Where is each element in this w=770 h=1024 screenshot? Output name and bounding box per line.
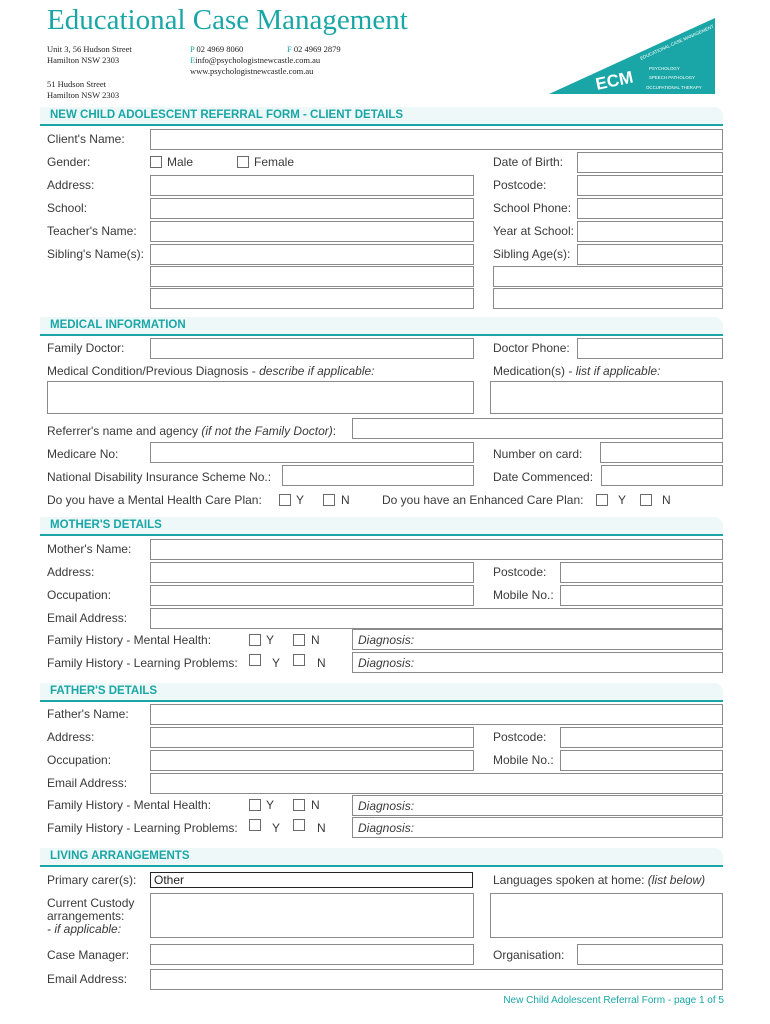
languages-text: Languages spoken at home: [493, 873, 648, 887]
father-postcode-input[interactable] [560, 727, 723, 748]
father-mobile-input[interactable] [560, 750, 723, 771]
address-primary-line1: Unit 3, 56 Hudson Street [47, 44, 132, 54]
medical-condition-hint: describe if applicable: [259, 364, 375, 378]
address-secondary-line2: Hamilton NSW 2303 [47, 90, 120, 100]
father-fh-mental-yes-label: Y [266, 798, 275, 812]
medication-text: Medication(s) - [493, 364, 576, 378]
case-manager-email-input[interactable] [150, 969, 723, 990]
contact-website: www.psychologistnewcastle.com.au [190, 66, 314, 76]
organisation-label: Organisation: [493, 948, 565, 962]
languages-input[interactable] [490, 893, 723, 938]
father-fh-learning-diagnosis-input[interactable] [352, 817, 723, 838]
mother-mobile-label: Mobile No.: [493, 588, 554, 602]
primary-carer-value: Other [154, 873, 185, 887]
section-medical-heading: MEDICAL INFORMATION [50, 319, 186, 331]
doctor-phone-input[interactable] [577, 338, 723, 359]
phone-prefix: P [190, 44, 195, 54]
mhcp-no-label: N [341, 493, 350, 507]
client-name-input[interactable] [150, 129, 723, 150]
father-postcode-label: Postcode: [493, 730, 547, 744]
custody-input[interactable] [150, 893, 474, 938]
father-fh-learning-yes-label: Y [272, 821, 281, 835]
school-phone-input[interactable] [577, 198, 723, 219]
contact-email [190, 55, 320, 66]
date-commenced-input[interactable] [601, 465, 723, 486]
year-input[interactable] [577, 221, 723, 242]
medication-label [493, 364, 660, 378]
father-occupation-label: Occupation: [47, 753, 112, 767]
mother-fh-learning-no-checkbox[interactable] [293, 654, 305, 666]
client-address-input[interactable] [150, 175, 474, 196]
logo-service-1: SPEECH PATHOLOGY [649, 75, 695, 80]
mother-postcode-input[interactable] [560, 562, 723, 583]
mother-fh-learning-label: Family History - Learning Problems: [47, 656, 238, 670]
case-manager-email-label: Email Address: [47, 972, 128, 986]
number-on-card-input[interactable] [600, 442, 723, 463]
mother-fh-learning-yes-checkbox[interactable] [249, 654, 261, 666]
mother-fh-learning-yes-label: Y [272, 656, 281, 670]
dob-label: Date of Birth: [493, 155, 564, 169]
father-fh-mental-diagnosis-label: Diagnosis: [358, 799, 415, 813]
mother-fh-mental-no-checkbox[interactable] [293, 634, 305, 646]
logo-ecm-text: ECM [593, 67, 635, 94]
medical-condition-label [47, 364, 375, 378]
sibling-name-input-3[interactable] [150, 288, 474, 309]
mother-name-input[interactable] [150, 539, 723, 560]
father-fh-mental-no-label: N [311, 798, 320, 812]
sibling-names-label: Sibling's Name(s): [47, 247, 144, 261]
section-medical [40, 317, 723, 336]
section-client-heading: NEW CHILD ADOLESCENT REFERRAL FORM - CLIENT DETAILS [50, 109, 404, 121]
logo-service-2: OCCUPATIONAL THERAPY [646, 85, 702, 90]
father-fh-mental-no-checkbox[interactable] [293, 799, 305, 811]
mother-occupation-label: Occupation: [47, 588, 112, 602]
primary-carer-label: Primary carer(s): [47, 873, 137, 887]
school-label: School: [47, 201, 88, 215]
section-living [40, 848, 723, 867]
mother-fh-mental-no-label: N [311, 633, 320, 647]
father-email-input[interactable] [150, 773, 723, 794]
father-occupation-input[interactable] [150, 750, 474, 771]
case-manager-input[interactable] [150, 944, 474, 965]
sibling-ages-label: Sibling Age(s): [493, 247, 571, 261]
father-fh-learning-diagnosis-label: Diagnosis: [358, 821, 415, 835]
mhcp-no-checkbox[interactable] [323, 494, 335, 506]
organisation-input[interactable] [577, 944, 723, 965]
mother-address-input[interactable] [150, 562, 474, 583]
father-fh-mental-yes-checkbox[interactable] [249, 799, 261, 811]
languages-hint: (list below) [647, 873, 706, 887]
doctor-phone-label: Doctor Phone: [493, 341, 570, 355]
phone-number: 02 4969 8060 [196, 44, 244, 54]
teacher-input[interactable] [150, 221, 474, 242]
client-postcode-input[interactable] [577, 175, 723, 196]
medical-condition-text: Medical Condition/Previous Diagnosis - [47, 364, 260, 378]
family-doctor-input[interactable] [150, 338, 474, 359]
father-fh-mental-diagnosis-input[interactable] [352, 795, 723, 816]
custody-label-line1: Current Custody [47, 896, 135, 910]
mother-fh-learning-diagnosis-input[interactable] [352, 652, 723, 673]
mother-email-label: Email Address: [47, 611, 128, 625]
custody-hint: - if applicable: [47, 922, 122, 936]
mother-fh-learning-no-label: N [317, 656, 326, 670]
father-name-input[interactable] [150, 704, 723, 725]
mother-mobile-input[interactable] [560, 585, 723, 606]
ecp-yes-checkbox[interactable] [596, 494, 608, 506]
section-father [40, 683, 723, 702]
school-phone-label: School Phone: [493, 201, 572, 215]
page-footer: New Child Adolescent Referral Form - page 1 of 5 [503, 995, 724, 1006]
mother-address-label: Address: [47, 565, 95, 579]
address-primary-line2: Hamilton NSW 2303 [47, 55, 120, 65]
father-name-label: Father's Name: [47, 707, 129, 721]
logo-service-0: PSYCHOLOGY [649, 66, 680, 71]
client-postcode-label: Postcode: [493, 178, 547, 192]
family-doctor-label: Family Doctor: [47, 341, 125, 355]
contact-phone [190, 44, 243, 55]
year-label: Year at School: [493, 224, 574, 238]
section-living-heading: LIVING ARRANGEMENTS [50, 850, 190, 862]
section-mother [40, 517, 723, 536]
mother-fh-learning-diagnosis-label: Diagnosis: [358, 656, 415, 670]
email-address: info@psychologistnewcastle.com.au [195, 55, 321, 65]
client-address-label: Address: [47, 178, 95, 192]
gender-male-label: Male [167, 155, 194, 169]
sibling-age-input-3[interactable] [493, 288, 723, 309]
logo-tagline: EDUCATIONAL CASE MANAGEMENT [639, 23, 715, 61]
gender-label: Gender: [47, 155, 91, 169]
custody-label-line2: arrangements: [47, 909, 125, 923]
section-mother-heading: MOTHER'S DETAILS [50, 519, 162, 531]
gender-male-checkbox[interactable] [150, 156, 162, 168]
mother-postcode-label: Postcode: [493, 565, 547, 579]
father-mobile-label: Mobile No.: [493, 753, 554, 767]
address-secondary [47, 79, 119, 101]
father-fh-mental-label: Family History - Mental Health: [47, 798, 212, 812]
father-address-input[interactable] [150, 727, 474, 748]
mhcp-label: Do you have a Mental Health Care Plan: [47, 493, 262, 507]
sibling-age-input-1[interactable] [577, 244, 723, 265]
section-client-details [40, 107, 723, 126]
father-email-label: Email Address: [47, 776, 128, 790]
ecp-no-checkbox[interactable] [640, 494, 652, 506]
teacher-label: Teacher's Name: [47, 224, 137, 238]
father-fh-learning-no-checkbox[interactable] [293, 819, 305, 831]
sibling-age-input-2[interactable] [493, 266, 723, 287]
medicare-label: Medicare No: [47, 447, 119, 461]
mhcp-yes-checkbox[interactable] [279, 494, 291, 506]
primary-carer-select[interactable] [150, 872, 473, 888]
father-fh-learning-no-label: N [317, 821, 326, 835]
mother-email-input[interactable] [150, 608, 723, 629]
fax-prefix: F [287, 44, 292, 54]
languages-label [493, 873, 705, 887]
mother-fh-mental-diagnosis-label: Diagnosis: [358, 633, 415, 647]
ecp-no-label: N [662, 493, 671, 507]
address-secondary-line1: 51 Hudson Street [47, 79, 107, 89]
father-fh-learning-yes-checkbox[interactable] [249, 819, 261, 831]
medication-hint: list if applicable: [575, 364, 661, 378]
mother-fh-mental-label: Family History - Mental Health: [47, 633, 212, 647]
mother-fh-mental-yes-label: Y [266, 633, 275, 647]
contact-fax [287, 44, 341, 55]
mhcp-yes-label: Y [296, 493, 305, 507]
gender-female-label: Female [254, 155, 295, 169]
referrer-text: Referrer's name and agency [47, 424, 202, 438]
mother-occupation-input[interactable] [150, 585, 474, 606]
gender-female-checkbox[interactable] [237, 156, 249, 168]
referrer-label [47, 424, 336, 438]
case-manager-label: Case Manager: [47, 948, 130, 962]
referrer-hint: (if not the Family Doctor) [201, 424, 333, 438]
number-on-card-label: Number on card: [493, 447, 583, 461]
mother-fh-mental-yes-checkbox[interactable] [249, 634, 261, 646]
mother-fh-mental-diagnosis-input[interactable] [352, 629, 723, 650]
ecp-yes-label: Y [618, 493, 627, 507]
form-title: Educational Case Management [47, 4, 408, 36]
email-prefix: E [190, 55, 196, 65]
address-primary [47, 44, 132, 66]
client-name-label: Client's Name: [47, 132, 125, 146]
date-commenced-label: Date Commenced: [493, 470, 594, 484]
medicare-input[interactable] [150, 442, 474, 463]
dob-input[interactable] [577, 152, 723, 173]
ndis-input[interactable] [282, 465, 474, 486]
father-address-label: Address: [47, 730, 95, 744]
referrer-input[interactable] [352, 418, 723, 439]
referrer-colon: : [332, 424, 337, 438]
sibling-name-input-1[interactable] [150, 244, 474, 265]
fax-number: 02 4969 2879 [293, 44, 341, 54]
father-fh-learning-label: Family History - Learning Problems: [47, 821, 238, 835]
mother-name-label: Mother's Name: [47, 542, 132, 556]
school-input[interactable] [150, 198, 474, 219]
medical-condition-input[interactable] [47, 381, 474, 414]
ndis-label: National Disability Insurance Scheme No.: [47, 470, 272, 484]
sibling-name-input-2[interactable] [150, 266, 474, 287]
ecm-logo [545, 14, 725, 96]
medication-input[interactable] [490, 381, 723, 414]
ecp-label: Do you have an Enhanced Care Plan: [382, 493, 584, 507]
section-father-heading: FATHER'S DETAILS [50, 685, 158, 697]
